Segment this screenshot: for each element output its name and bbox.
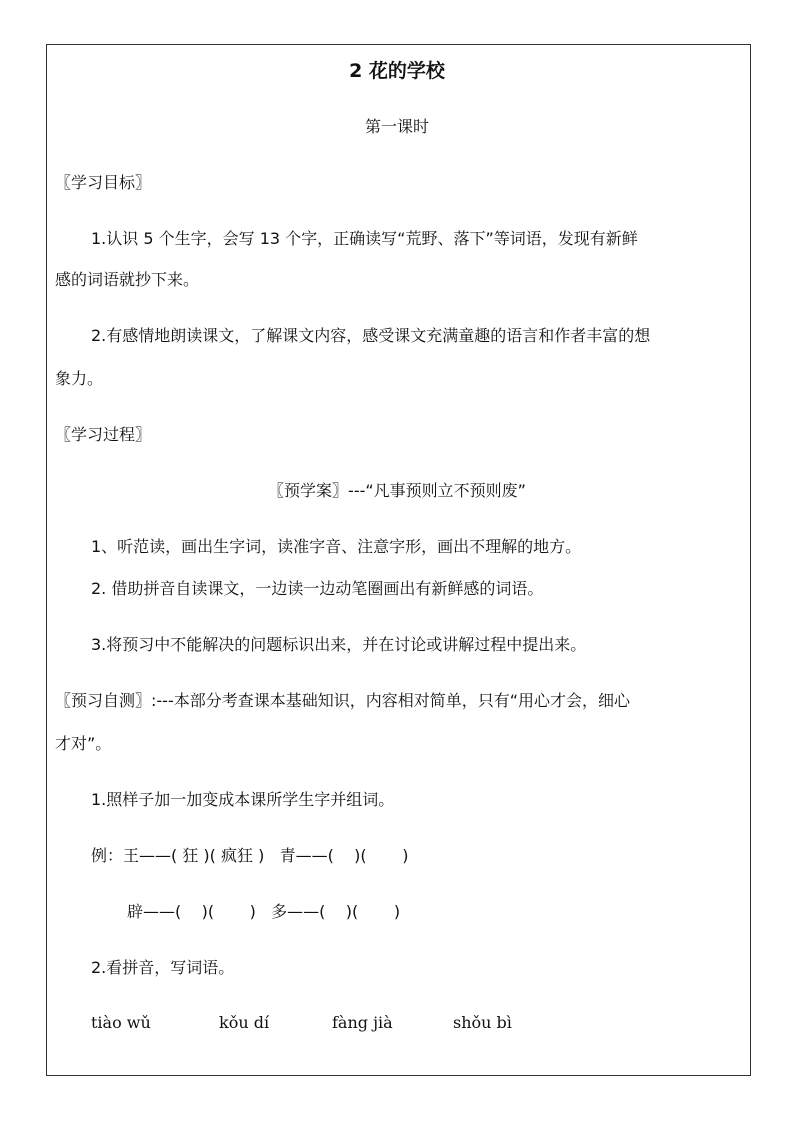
pinyin-2: kǒu dí <box>219 1013 270 1032</box>
objective-1-line-2: 感的词语就抄下来。 <box>55 270 200 289</box>
pinyin-3: fàng jià <box>332 1013 393 1032</box>
pinyin-4: shǒu bì <box>453 1013 512 1032</box>
process-step-3: 3.将预习中不能解决的问题标识出来，并在讨论或讲解过程中提出来。 <box>91 635 587 654</box>
preview-title: 〖预学案〗---“凡事预则立不预则废” <box>268 481 526 500</box>
selftest-intro-line-1: 〖预习自测〗:---本部分考查课本基础知识，内容相对简单，只有“用心才会，细心 <box>55 691 631 710</box>
process-step-1: 1、听范读，画出生字词，读准字音、注意字形，画出不理解的地方。 <box>91 537 582 556</box>
question-2: 2.看拼音，写词语。 <box>91 958 235 977</box>
objective-1-line-1: 1.认识 5 个生字，会写 13 个字，正确读写“荒野、落下”等词语，发现有新鲜 <box>91 229 638 248</box>
objectives-heading: 〖学习目标〗 <box>55 173 152 192</box>
objective-2-line-1: 2.有感情地朗读课文，了解课文内容，感受课文充满童趣的语言和作者丰富的想 <box>91 326 651 345</box>
question-1: 1.照样子加一加变成本课所学生字并组词。 <box>91 790 395 809</box>
pinyin-1: tiào wǔ <box>91 1013 151 1032</box>
lesson-subtitle: 第一课时 <box>364 117 429 136</box>
lesson-title: 2 花的学校 <box>349 60 445 82</box>
objective-2-line-2: 象力。 <box>55 369 104 388</box>
process-heading: 〖学习过程〗 <box>55 425 152 444</box>
process-step-2: 2. 借助拼音自读课文，一边读一边动笔圈画出有新鲜感的词语。 <box>91 579 544 598</box>
exercise-row-2: 辟——( )( ) 多——( )( ) <box>127 902 401 921</box>
selftest-intro-line-2: 才对”。 <box>55 734 112 753</box>
example-row: 例：王——( 狂 )( 疯狂 ) 青——( )( ) <box>91 846 409 865</box>
